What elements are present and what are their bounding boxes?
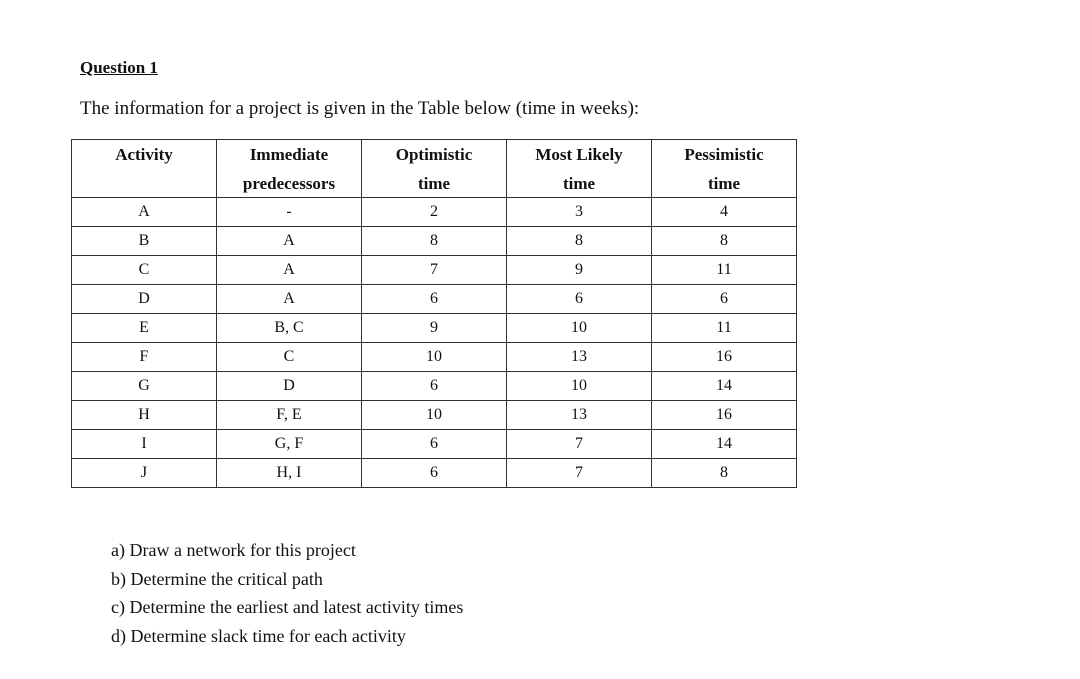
question-item-a: a) Draw a network for this project (111, 540, 356, 560)
cell-most-likely: 8 (507, 227, 652, 256)
table-row (72, 198, 797, 227)
cell-predecessors: B, C (217, 314, 362, 343)
cell-predecessors: A (217, 227, 362, 256)
cell-activity: I (72, 430, 217, 459)
cell-optimistic: 6 (362, 285, 507, 314)
cell-predecessors: F, E (217, 401, 362, 430)
cell-most-likely: 3 (507, 198, 652, 227)
cell-predecessors: A (217, 285, 362, 314)
cell-pessimistic: 14 (652, 430, 797, 459)
cell-most-likely: 13 (507, 401, 652, 430)
cell-pessimistic: 8 (652, 227, 797, 256)
table-row (72, 459, 797, 488)
question-item-c: c) Determine the earliest and latest activity times (111, 597, 464, 617)
question-item-d: d) Determine slack time for each activity (111, 625, 406, 646)
header-pessimistic-time: Pessimistic time (652, 140, 797, 198)
cell-activity: H (72, 401, 217, 430)
cell-most-likely: 6 (507, 285, 652, 314)
cell-most-likely: 10 (507, 372, 652, 401)
intro-text: The information for a project is given in the Table below (time in weeks): (80, 98, 640, 119)
cell-pessimistic: 14 (652, 372, 797, 401)
cell-pessimistic: 6 (652, 285, 797, 314)
cell-optimistic: 10 (362, 343, 507, 372)
cell-activity: C (72, 256, 217, 285)
activity-table (71, 139, 797, 488)
cell-predecessors: G, F (217, 430, 362, 459)
cell-most-likely: 10 (507, 314, 652, 343)
header-activity: Activity (72, 140, 217, 198)
cell-pessimistic: 16 (652, 343, 797, 372)
table-row (72, 285, 797, 314)
cell-most-likely: 7 (507, 430, 652, 459)
header-optimistic-time: Optimistic time (362, 140, 507, 198)
cell-optimistic: 10 (362, 401, 507, 430)
cell-optimistic: 2 (362, 198, 507, 227)
cell-activity: J (72, 459, 217, 488)
cell-predecessors: - (217, 198, 362, 227)
cell-predecessors: H, I (217, 459, 362, 488)
cell-pessimistic: 11 (652, 256, 797, 285)
cell-most-likely: 13 (507, 343, 652, 372)
cell-activity: F (72, 343, 217, 372)
cell-optimistic: 7 (362, 256, 507, 285)
cell-pessimistic: 11 (652, 314, 797, 343)
cell-pessimistic: 8 (652, 459, 797, 488)
cell-optimistic: 8 (362, 227, 507, 256)
cell-most-likely: 9 (507, 256, 652, 285)
cell-predecessors: D (217, 372, 362, 401)
question-heading: Question 1 (80, 58, 158, 77)
cell-optimistic: 6 (362, 372, 507, 401)
cell-activity: B (72, 227, 217, 256)
cell-activity: D (72, 285, 217, 314)
table-row (72, 372, 797, 401)
cell-optimistic: 6 (362, 459, 507, 488)
cell-activity: A (72, 198, 217, 227)
table-row (72, 314, 797, 343)
cell-predecessors: C (217, 343, 362, 372)
table-row (72, 227, 797, 256)
cell-optimistic: 9 (362, 314, 507, 343)
cell-most-likely: 7 (507, 459, 652, 488)
header-immediate-predecessors: Immediate predecessors (217, 140, 362, 198)
cell-activity: E (72, 314, 217, 343)
table-header-row (72, 140, 797, 198)
table-row (72, 430, 797, 459)
table-row (72, 343, 797, 372)
table-body (72, 198, 797, 488)
question-item-b: b) Determine the critical path (111, 568, 323, 589)
cell-activity: G (72, 372, 217, 401)
table-row (72, 256, 797, 285)
question-list (111, 536, 463, 650)
cell-optimistic: 6 (362, 430, 507, 459)
header-most-likely-time: Most Likely time (507, 140, 652, 198)
table-row (72, 401, 797, 430)
cell-pessimistic: 4 (652, 198, 797, 227)
cell-predecessors: A (217, 256, 362, 285)
cell-pessimistic: 16 (652, 401, 797, 430)
